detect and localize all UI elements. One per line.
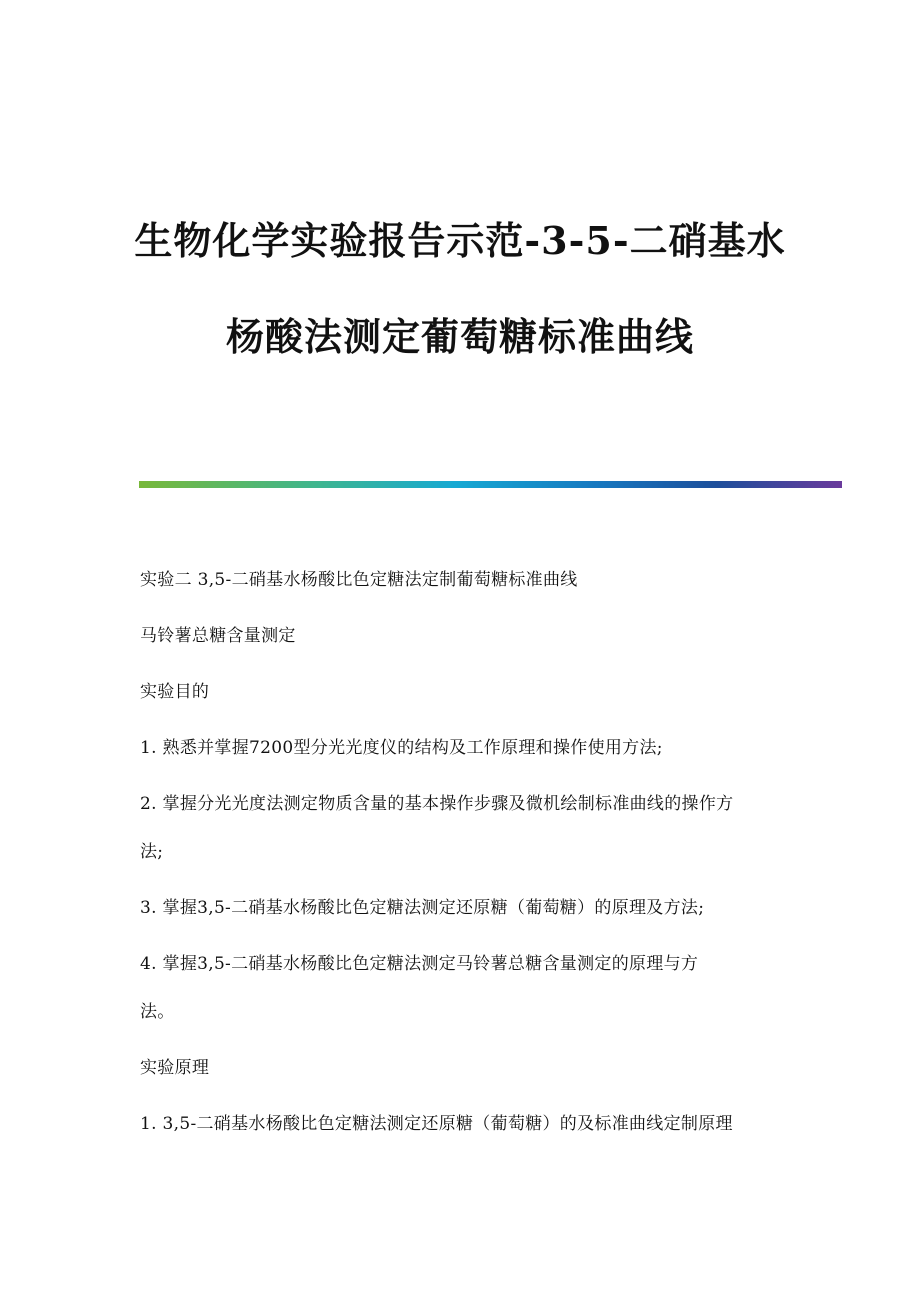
purpose-item-2-line-2: 法; bbox=[140, 842, 164, 862]
document-title-line-2: 杨酸法测定葡萄糖标准曲线 bbox=[225, 314, 694, 359]
purpose-item-4-line-1: 4. 掌握3,5-二硝基水杨酸比色定糖法测定马铃薯总糖含量测定的原理与方 bbox=[140, 954, 699, 974]
experiment-title: 实验二 3,5-二硝基水杨酸比色定糖法定制葡萄糖标准曲线 bbox=[140, 570, 578, 590]
principle-item-1: 1. 3,5-二硝基水杨酸比色定糖法测定还原糖（葡萄糖）的及标准曲线定制原理 bbox=[140, 1114, 733, 1134]
section-heading-principle: 实验原理 bbox=[140, 1058, 210, 1078]
purpose-item-3: 3. 掌握3,5-二硝基水杨酸比色定糖法测定还原糖（葡萄糖）的原理及方法; bbox=[140, 898, 705, 918]
section-heading-purpose: 实验目的 bbox=[140, 682, 210, 702]
experiment-subtitle: 马铃薯总糖含量测定 bbox=[140, 626, 296, 646]
document-title-line-1: 生物化学实验报告示范-3-5-二硝基水 bbox=[134, 218, 786, 263]
purpose-item-1: 1. 熟悉并掌握7200型分光光度仪的结构及工作原理和操作使用方法; bbox=[140, 738, 663, 758]
gradient-divider bbox=[139, 481, 842, 488]
purpose-item-2-line-1: 2. 掌握分光光度法测定物质含量的基本操作步骤及微机绘制标准曲线的操作方 bbox=[140, 794, 734, 814]
purpose-item-4-line-2: 法。 bbox=[140, 1002, 175, 1022]
